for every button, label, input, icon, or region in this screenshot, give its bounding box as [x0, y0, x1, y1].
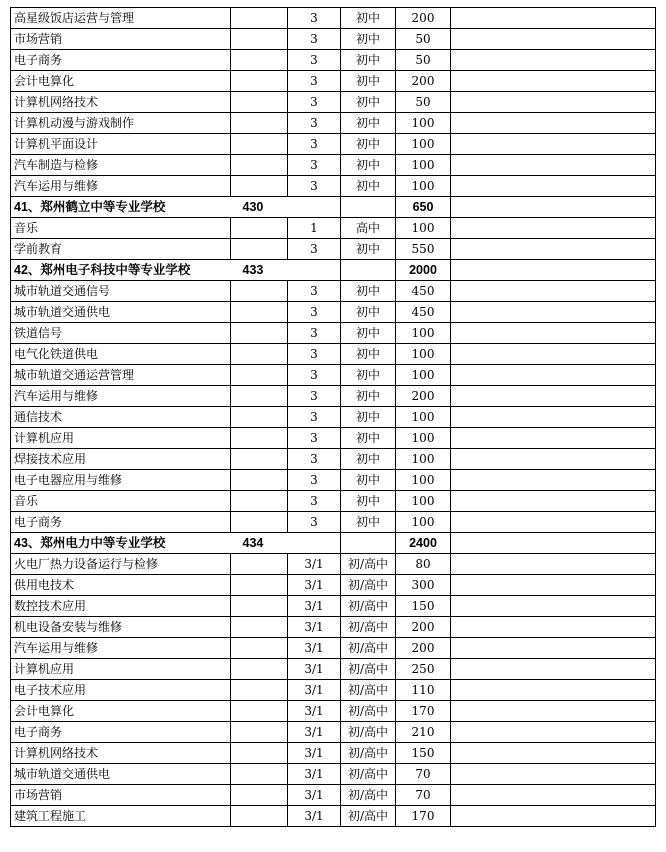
plan-count-cell: 650 — [396, 197, 451, 218]
school-header-row — [11, 533, 656, 554]
study-years-cell: 3/1 — [288, 659, 341, 680]
study-years-cell: 3/1 — [288, 764, 341, 785]
school-code-cell — [231, 281, 288, 302]
school-code-cell — [231, 302, 288, 323]
table-row — [11, 764, 656, 785]
school-code-cell — [231, 113, 288, 134]
school-code-cell — [231, 659, 288, 680]
table-row — [11, 743, 656, 764]
school-header-row — [11, 197, 656, 218]
table-row — [11, 176, 656, 197]
table-row — [11, 722, 656, 743]
table-row — [11, 8, 656, 29]
admission-level-cell: 初/高中 — [341, 554, 396, 575]
note-cell — [451, 806, 656, 827]
plan-count-cell: 100 — [396, 407, 451, 428]
school-code-cell — [231, 323, 288, 344]
school-name-cell: 43、郑州电力中等专业学校 — [11, 533, 231, 554]
table-row — [11, 239, 656, 260]
school-code-cell: 433 — [231, 260, 288, 281]
table-row — [11, 806, 656, 827]
admission-level-cell: 初中 — [341, 512, 396, 533]
note-cell — [451, 344, 656, 365]
table-body — [11, 8, 656, 827]
note-cell — [451, 239, 656, 260]
plan-count-cell: 170 — [396, 806, 451, 827]
school-code-cell — [231, 449, 288, 470]
admission-level-cell: 高中 — [341, 218, 396, 239]
note-cell — [451, 575, 656, 596]
plan-count-cell: 70 — [396, 764, 451, 785]
plan-count-cell: 100 — [396, 491, 451, 512]
note-cell — [451, 281, 656, 302]
major-name-cell: 汽车制造与检修 — [11, 155, 231, 176]
note-cell — [451, 764, 656, 785]
note-cell — [451, 701, 656, 722]
school-code-cell — [231, 596, 288, 617]
study-years-cell: 3/1 — [288, 617, 341, 638]
plan-count-cell: 70 — [396, 785, 451, 806]
table-row — [11, 680, 656, 701]
school-code-cell — [231, 701, 288, 722]
major-name-cell: 计算机动漫与游戏制作 — [11, 113, 231, 134]
school-code-cell — [231, 806, 288, 827]
study-years-cell: 3 — [288, 449, 341, 470]
admission-level-cell: 初中 — [341, 176, 396, 197]
table-row — [11, 365, 656, 386]
study-years-cell: 3/1 — [288, 743, 341, 764]
major-name-cell: 计算机平面设计 — [11, 134, 231, 155]
major-name-cell: 焊接技术应用 — [11, 449, 231, 470]
major-name-cell: 电子技术应用 — [11, 680, 231, 701]
note-cell — [451, 785, 656, 806]
note-cell — [451, 596, 656, 617]
major-name-cell: 电子商务 — [11, 512, 231, 533]
study-years-cell: 3 — [288, 428, 341, 449]
major-name-cell: 计算机应用 — [11, 659, 231, 680]
school-code-cell — [231, 764, 288, 785]
admission-level-cell — [341, 533, 396, 554]
major-name-cell: 城市轨道交通供电 — [11, 302, 231, 323]
major-name-cell: 城市轨道交通运营管理 — [11, 365, 231, 386]
plan-count-cell: 450 — [396, 302, 451, 323]
plan-count-cell: 150 — [396, 743, 451, 764]
table-row — [11, 281, 656, 302]
study-years-cell: 3/1 — [288, 575, 341, 596]
major-name-cell: 铁道信号 — [11, 323, 231, 344]
school-code-cell — [231, 50, 288, 71]
plan-count-cell: 100 — [396, 428, 451, 449]
admission-level-cell: 初中 — [341, 491, 396, 512]
major-name-cell: 汽车运用与维修 — [11, 638, 231, 659]
admission-level-cell: 初/高中 — [341, 659, 396, 680]
plan-count-cell: 100 — [396, 176, 451, 197]
plan-count-cell: 80 — [396, 554, 451, 575]
admission-level-cell: 初/高中 — [341, 701, 396, 722]
table-row — [11, 449, 656, 470]
admission-level-cell: 初/高中 — [341, 575, 396, 596]
table-row — [11, 113, 656, 134]
table-row — [11, 617, 656, 638]
plan-count-cell: 100 — [396, 113, 451, 134]
study-years-cell — [288, 260, 341, 281]
table-row — [11, 134, 656, 155]
admission-level-cell: 初中 — [341, 449, 396, 470]
school-code-cell: 434 — [231, 533, 288, 554]
admission-level-cell: 初/高中 — [341, 617, 396, 638]
major-name-cell: 高星级饭店运营与管理 — [11, 8, 231, 29]
note-cell — [451, 533, 656, 554]
school-code-cell — [231, 470, 288, 491]
admission-level-cell — [341, 260, 396, 281]
major-name-cell: 音乐 — [11, 218, 231, 239]
admission-level-cell: 初中 — [341, 113, 396, 134]
school-code-cell: 430 — [231, 197, 288, 218]
plan-count-cell: 150 — [396, 596, 451, 617]
school-code-cell — [231, 554, 288, 575]
major-name-cell: 通信技术 — [11, 407, 231, 428]
note-cell — [451, 617, 656, 638]
admission-level-cell: 初中 — [341, 155, 396, 176]
major-name-cell: 会计电算化 — [11, 71, 231, 92]
school-code-cell — [231, 638, 288, 659]
table-row — [11, 71, 656, 92]
study-years-cell — [288, 533, 341, 554]
school-code-cell — [231, 71, 288, 92]
plan-count-cell: 50 — [396, 92, 451, 113]
plan-count-cell: 100 — [396, 155, 451, 176]
table-row — [11, 92, 656, 113]
school-name-cell: 41、郑州鹤立中等专业学校 — [11, 197, 231, 218]
school-code-cell — [231, 176, 288, 197]
table-row — [11, 218, 656, 239]
table-row — [11, 470, 656, 491]
school-code-cell — [231, 575, 288, 596]
admission-level-cell: 初/高中 — [341, 680, 396, 701]
study-years-cell: 3 — [288, 239, 341, 260]
admission-level-cell: 初中 — [341, 239, 396, 260]
admission-level-cell: 初/高中 — [341, 785, 396, 806]
plan-count-cell: 50 — [396, 29, 451, 50]
note-cell — [451, 386, 656, 407]
table-row — [11, 155, 656, 176]
table-row — [11, 659, 656, 680]
note-cell — [451, 365, 656, 386]
note-cell — [451, 323, 656, 344]
study-years-cell: 3 — [288, 491, 341, 512]
note-cell — [451, 449, 656, 470]
study-years-cell: 3/1 — [288, 638, 341, 659]
study-years-cell: 3 — [288, 176, 341, 197]
note-cell — [451, 722, 656, 743]
school-code-cell — [231, 92, 288, 113]
note-cell — [451, 407, 656, 428]
admission-level-cell: 初/高中 — [341, 764, 396, 785]
major-name-cell: 计算机网络技术 — [11, 92, 231, 113]
plan-count-cell: 250 — [396, 659, 451, 680]
major-name-cell: 数控技术应用 — [11, 596, 231, 617]
note-cell — [451, 554, 656, 575]
table-row — [11, 638, 656, 659]
note-cell — [451, 470, 656, 491]
plan-count-cell: 110 — [396, 680, 451, 701]
admission-level-cell: 初中 — [341, 134, 396, 155]
major-name-cell: 机电设备安装与维修 — [11, 617, 231, 638]
plan-count-cell: 100 — [396, 449, 451, 470]
school-code-cell — [231, 407, 288, 428]
plan-count-cell: 200 — [396, 638, 451, 659]
admission-level-cell: 初中 — [341, 470, 396, 491]
study-years-cell: 3/1 — [288, 680, 341, 701]
note-cell — [451, 428, 656, 449]
note-cell — [451, 8, 656, 29]
study-years-cell: 3/1 — [288, 722, 341, 743]
study-years-cell: 3/1 — [288, 596, 341, 617]
school-code-cell — [231, 134, 288, 155]
note-cell — [451, 50, 656, 71]
school-code-cell — [231, 512, 288, 533]
note-cell — [451, 638, 656, 659]
study-years-cell: 3 — [288, 512, 341, 533]
admission-level-cell: 初/高中 — [341, 638, 396, 659]
enrollment-plan-table — [10, 7, 656, 827]
study-years-cell: 3 — [288, 92, 341, 113]
table-row — [11, 428, 656, 449]
table-row — [11, 785, 656, 806]
note-cell — [451, 491, 656, 512]
study-years-cell: 3 — [288, 155, 341, 176]
major-name-cell: 电子商务 — [11, 50, 231, 71]
plan-count-cell: 300 — [396, 575, 451, 596]
note-cell — [451, 197, 656, 218]
major-name-cell: 学前教育 — [11, 239, 231, 260]
plan-count-cell: 170 — [396, 701, 451, 722]
table-row — [11, 701, 656, 722]
major-name-cell: 市场营销 — [11, 29, 231, 50]
study-years-cell: 3 — [288, 323, 341, 344]
study-years-cell: 3 — [288, 365, 341, 386]
admission-level-cell: 初中 — [341, 92, 396, 113]
note-cell — [451, 743, 656, 764]
study-years-cell: 3 — [288, 470, 341, 491]
table-row — [11, 344, 656, 365]
plan-count-cell: 2000 — [396, 260, 451, 281]
table-row — [11, 407, 656, 428]
major-name-cell: 火电厂热力设备运行与检修 — [11, 554, 231, 575]
note-cell — [451, 113, 656, 134]
study-years-cell: 3 — [288, 134, 341, 155]
major-name-cell: 市场营销 — [11, 785, 231, 806]
school-code-cell — [231, 743, 288, 764]
table-row — [11, 302, 656, 323]
table-row — [11, 50, 656, 71]
school-name-cell: 42、郑州电子科技中等专业学校 — [11, 260, 231, 281]
note-cell — [451, 302, 656, 323]
study-years-cell: 3 — [288, 281, 341, 302]
major-name-cell: 计算机网络技术 — [11, 743, 231, 764]
school-code-cell — [231, 680, 288, 701]
admission-level-cell: 初/高中 — [341, 722, 396, 743]
school-code-cell — [231, 491, 288, 512]
study-years-cell: 3 — [288, 50, 341, 71]
study-years-cell: 1 — [288, 218, 341, 239]
admission-level-cell: 初中 — [341, 8, 396, 29]
table-row — [11, 491, 656, 512]
plan-count-cell: 100 — [396, 344, 451, 365]
study-years-cell: 3/1 — [288, 554, 341, 575]
plan-count-cell: 200 — [396, 8, 451, 29]
school-code-cell — [231, 722, 288, 743]
school-code-cell — [231, 8, 288, 29]
note-cell — [451, 512, 656, 533]
admission-level-cell: 初/高中 — [341, 806, 396, 827]
study-years-cell — [288, 197, 341, 218]
study-years-cell: 3 — [288, 344, 341, 365]
school-code-cell — [231, 617, 288, 638]
study-years-cell: 3 — [288, 302, 341, 323]
study-years-cell: 3 — [288, 113, 341, 134]
admission-level-cell — [341, 197, 396, 218]
note-cell — [451, 29, 656, 50]
school-code-cell — [231, 785, 288, 806]
study-years-cell: 3 — [288, 29, 341, 50]
note-cell — [451, 155, 656, 176]
table-row — [11, 29, 656, 50]
admission-level-cell: 初中 — [341, 386, 396, 407]
note-cell — [451, 134, 656, 155]
plan-count-cell: 100 — [396, 323, 451, 344]
plan-count-cell: 210 — [396, 722, 451, 743]
major-name-cell: 建筑工程施工 — [11, 806, 231, 827]
note-cell — [451, 659, 656, 680]
major-name-cell: 计算机应用 — [11, 428, 231, 449]
admission-level-cell: 初/高中 — [341, 743, 396, 764]
plan-count-cell: 100 — [396, 218, 451, 239]
plan-count-cell: 450 — [396, 281, 451, 302]
admission-level-cell: 初中 — [341, 344, 396, 365]
study-years-cell: 3 — [288, 71, 341, 92]
admission-level-cell: 初/高中 — [341, 596, 396, 617]
admission-level-cell: 初中 — [341, 302, 396, 323]
note-cell — [451, 176, 656, 197]
study-years-cell: 3 — [288, 8, 341, 29]
admission-level-cell: 初中 — [341, 407, 396, 428]
table-row — [11, 596, 656, 617]
study-years-cell: 3 — [288, 386, 341, 407]
admission-level-cell: 初中 — [341, 281, 396, 302]
note-cell — [451, 218, 656, 239]
school-code-cell — [231, 29, 288, 50]
study-years-cell: 3/1 — [288, 806, 341, 827]
study-years-cell: 3/1 — [288, 785, 341, 806]
admission-level-cell: 初中 — [341, 323, 396, 344]
major-name-cell: 电子电器应用与维修 — [11, 470, 231, 491]
school-code-cell — [231, 155, 288, 176]
note-cell — [451, 260, 656, 281]
major-name-cell: 电子商务 — [11, 722, 231, 743]
table-row — [11, 323, 656, 344]
study-years-cell: 3/1 — [288, 701, 341, 722]
note-cell — [451, 92, 656, 113]
major-name-cell: 电气化铁道供电 — [11, 344, 231, 365]
school-header-row — [11, 260, 656, 281]
plan-count-cell: 200 — [396, 617, 451, 638]
table-row — [11, 386, 656, 407]
plan-count-cell: 100 — [396, 470, 451, 491]
note-cell — [451, 71, 656, 92]
major-name-cell: 会计电算化 — [11, 701, 231, 722]
school-code-cell — [231, 365, 288, 386]
major-name-cell: 汽车运用与维修 — [11, 386, 231, 407]
school-code-cell — [231, 344, 288, 365]
major-name-cell: 音乐 — [11, 491, 231, 512]
plan-count-cell: 550 — [396, 239, 451, 260]
school-code-cell — [231, 218, 288, 239]
plan-count-cell: 2400 — [396, 533, 451, 554]
major-name-cell: 供用电技术 — [11, 575, 231, 596]
school-code-cell — [231, 239, 288, 260]
school-code-cell — [231, 428, 288, 449]
table-row — [11, 512, 656, 533]
plan-count-cell: 50 — [396, 50, 451, 71]
note-cell — [451, 680, 656, 701]
school-code-cell — [231, 386, 288, 407]
admission-level-cell: 初中 — [341, 428, 396, 449]
major-name-cell: 汽车运用与维修 — [11, 176, 231, 197]
table-row — [11, 554, 656, 575]
plan-count-cell: 200 — [396, 71, 451, 92]
plan-count-cell: 100 — [396, 365, 451, 386]
plan-count-cell: 100 — [396, 134, 451, 155]
study-years-cell: 3 — [288, 407, 341, 428]
plan-count-cell: 200 — [396, 386, 451, 407]
admission-level-cell: 初中 — [341, 71, 396, 92]
major-name-cell: 城市轨道交通信号 — [11, 281, 231, 302]
admission-level-cell: 初中 — [341, 365, 396, 386]
plan-count-cell: 100 — [396, 512, 451, 533]
table-row — [11, 575, 656, 596]
admission-level-cell: 初中 — [341, 29, 396, 50]
admission-level-cell: 初中 — [341, 50, 396, 71]
major-name-cell: 城市轨道交通供电 — [11, 764, 231, 785]
